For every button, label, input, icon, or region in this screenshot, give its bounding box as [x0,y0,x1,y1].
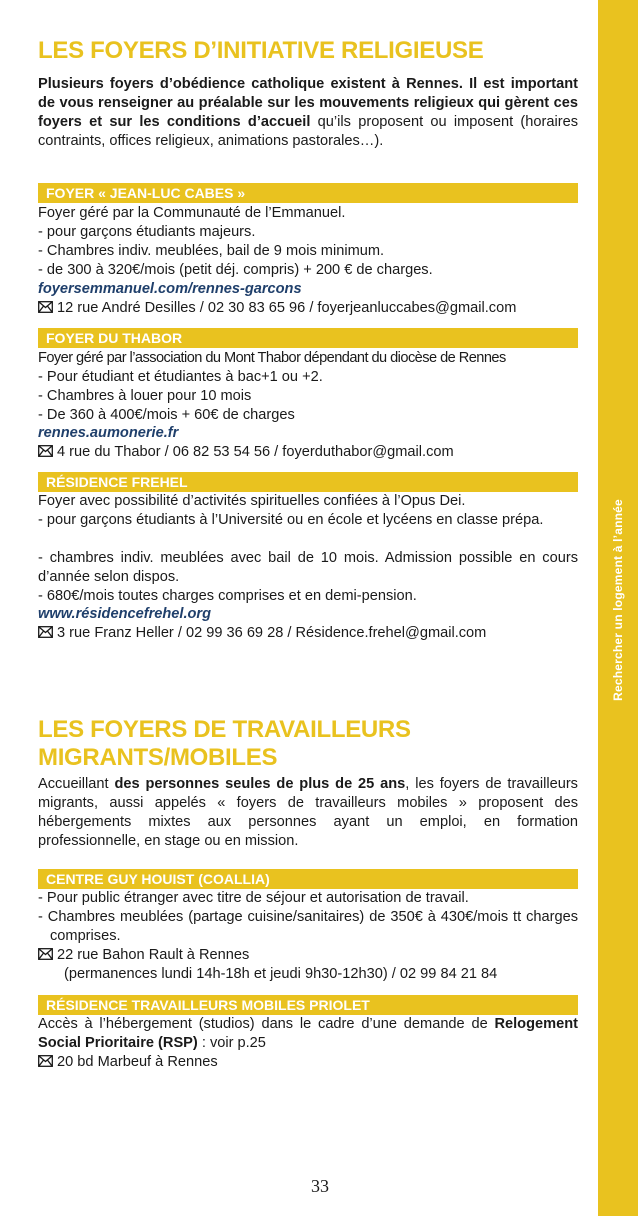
residence-frehel-contact-text: 3 rue Franz Heller / 02 99 36 69 28 / Résidence.frehel@gmail.com [57,625,487,641]
residence-frehel-line: - 680€/mois toutes charges comprises et en demi-pension. [38,588,417,604]
residence-frehel-line: Foyer avec possibilité d’activités spirituelles confiées à l’Opus Dei. [38,493,466,509]
centre-guy-houist-address [38,946,578,965]
mail-icon [38,301,53,313]
mail-icon [38,948,53,960]
priolet-header: RÉSIDENCE TRAVAILLEURS MOBILES PRIOLET [38,995,578,1015]
foyer-thabor-contact [38,443,578,462]
priolet-text [38,1015,578,1053]
priolet-address [38,1053,578,1072]
centre-guy-houist-line: - Chambres meublées (partage cuisine/sanitaires) de 350€ à 430€/mois tt charges comprises. [38,909,578,944]
residence-frehel-website-link[interactable]: www.résidencefrehel.org [38,606,212,622]
foyer-thabor-website-link[interactable]: rennes.aumonerie.fr [38,425,179,441]
page-number: 33 [311,1176,329,1196]
residence-frehel-header: RÉSIDENCE FREHEL [38,472,578,492]
section1-intro-bold: Plusieurs foyers d’obédience catholique existent à Rennes. Il est important de vous renseigner au préalable sur les mouvements religieux qui gèrent ces foyers et sur les conditions d’accueil [38,76,578,130]
foyer-thabor-line: - Chambres à louer pour 10 mois [38,388,252,404]
foyer-thabor-line: - Pour étudiant et étudiantes à bac+1 ou +2. [38,369,323,385]
foyer-jlc-header: FOYER « JEAN-LUC CABES » [38,183,578,203]
foyer-jlc-website-link[interactable]: foyersemmanuel.com/rennes-garcons [38,281,302,297]
residence-frehel-line: - pour garçons étudiants à l’Université ou en école et lycéens en classe prépa. [38,512,544,528]
foyer-jlc-line: - pour garçons étudiants majeurs. [38,224,256,240]
priolet-text-b: : voir p.25 [197,1035,266,1051]
foyer-thabor-line: - De 360 à 400€/mois + 60€ de charges [38,407,295,423]
section1-title: LES FOYERS D’INITIATIVE RELIGIEUSE [38,37,484,64]
centre-guy-houist-line: - Pour public étranger avec titre de séjour et autorisation de travail. [38,890,469,906]
priolet-text-a: Accès à l’hébergement (studios) dans le cadre d’une demande de [38,1016,495,1032]
foyer-jlc-contact [38,299,578,318]
mail-icon [38,1055,53,1067]
section2-intro-a: Accueillant [38,776,115,792]
foyer-thabor-line: Foyer géré par l’association du Mont Thabor dépendant du diocèse de Rennes [38,350,506,366]
foyer-jlc-line: Foyer géré par la Communauté de l’Emmanuel. [38,205,346,221]
section1-intro [38,75,578,151]
section2-intro [38,775,578,851]
section2-title-line1: LES FOYERS DE TRAVAILLEURS [38,716,411,743]
foyer-jlc-line: - de 300 à 320€/mois (petit déj. compris) + 200 € de charges. [38,262,433,278]
foyer-thabor-header: FOYER DU THABOR [38,328,578,348]
section2-title-line2: MIGRANTS/MOBILES [38,744,278,771]
foyer-jlc-line: - Chambres indiv. meublées, bail de 9 mois minimum. [38,243,385,259]
foyer-thabor-contact-text: 4 rue du Thabor / 06 82 53 54 56 / foyerduthabor@gmail.com [57,444,454,460]
foyer-jlc-contact-text: 12 rue André Desilles / 02 30 83 65 96 / foyerjeanluccabes@gmail.com [57,300,517,316]
centre-guy-houist-hours: (permanences lundi 14h-18h et jeudi 9h30-12h30) / 02 99 84 21 84 [64,966,498,982]
residence-frehel-line: - chambres indiv. meublées avec bail de 10 mois. Admission possible en cours d’année selon dispos. [38,550,578,585]
centre-guy-houist-header: CENTRE GUY HOUIST (COALLIA) [38,869,578,889]
section2-intro-b: , les foyers de travailleurs migrants, aussi appelés « foyers de travailleurs mobiles » proposent des hébergements mixtes aux personnes ayant un emploi, en formation professionnelle, en stage ou en mission. [38,776,578,849]
priolet-address-text: 20 bd Marbeuf à Rennes [57,1054,218,1070]
section1-intro-rest: qu’ils proposent ou imposent (horaires contraints, offices religieux, animations pastorales…). [38,114,578,149]
priolet-text-bold: Relogement Social Prioritaire (RSP) [38,1016,578,1051]
mail-icon [38,445,53,457]
side-label: Rechercher un logement à l’année [611,499,625,701]
section2-intro-bold: des personnes seules de plus de 25 ans [114,776,406,792]
centre-guy-houist-address-text: 22 rue Bahon Rault à Rennes [57,947,250,963]
residence-frehel-contact [38,624,578,643]
mail-icon [38,626,53,638]
